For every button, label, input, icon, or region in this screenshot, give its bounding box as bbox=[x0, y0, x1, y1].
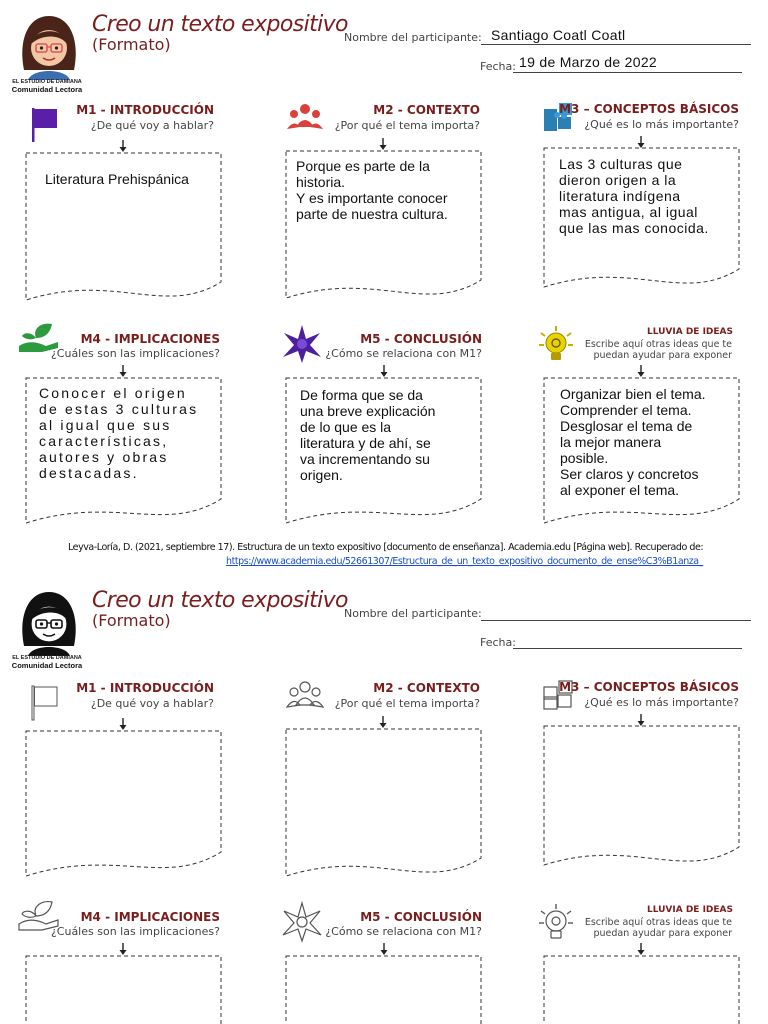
citation-link[interactable]: https://www.academia.edu/52661307/Estructura_de_un_texto_expositivo_documento_de_ense%C3%B1anza_ bbox=[226, 556, 703, 567]
m1-question: ¿De qué voy a hablar? bbox=[90, 697, 214, 710]
m3-title: M3 – CONCEPTOS BÁSICOS bbox=[559, 102, 739, 116]
m3-question: ¿Qué es lo más importante? bbox=[584, 696, 739, 709]
citation: Leyva-Loría, D. (2021, septiembre 17). Estructura de un texto expositivo [documento de enseñanza]. Academia.edu [Página web]. Recuperado de: bbox=[68, 542, 704, 553]
brand-subtitle: Comunidad Lectora bbox=[11, 661, 83, 670]
m4-question: ¿Cuáles son las implicaciones? bbox=[50, 347, 220, 360]
m5-question: ¿Cómo se relaciona con M1? bbox=[325, 925, 482, 938]
m1-arrow bbox=[119, 140, 127, 152]
m2-answer: Porque es parte de la historia. Y es importante conocer parte de nuestra cultura. bbox=[296, 158, 448, 222]
m5-answer-box[interactable] bbox=[285, 955, 483, 1024]
m1-question: ¿De qué voy a hablar? bbox=[90, 119, 214, 132]
m5-question: ¿Cómo se relaciona con M1? bbox=[325, 347, 482, 360]
m4-question: ¿Cuáles son las implicaciones? bbox=[50, 925, 220, 938]
brand-name: EL ESTUDIO DE DAMIANA bbox=[12, 79, 82, 85]
m6-answer: Organizar bien el tema. Comprender el tema. Desglosar el tema de la mejor manera posible. Ser claros y concretos al exponer el tema. bbox=[560, 386, 706, 498]
date-field[interactable] bbox=[513, 634, 742, 649]
m4-arrow bbox=[119, 943, 127, 955]
m3-title: M3 – CONCEPTOS BÁSICOS bbox=[559, 680, 739, 694]
m2-title: M2 - CONTEXTO bbox=[373, 681, 480, 695]
m2-answer-box[interactable] bbox=[285, 150, 483, 305]
name-label: Nombre del participante: bbox=[344, 31, 482, 44]
m5-arrow bbox=[380, 365, 388, 377]
name-field[interactable] bbox=[481, 606, 751, 621]
m3-question: ¿Qué es lo más importante? bbox=[584, 118, 739, 131]
m5-answer: De forma que se da una breve explicación de lo que es la literatura y de ahí, se va incrementando su origen. bbox=[300, 387, 436, 483]
page-title: Creo un texto expositivo bbox=[92, 588, 348, 613]
flag-icon bbox=[30, 106, 60, 144]
m5-arrow bbox=[380, 943, 388, 955]
lightbulb-icon bbox=[538, 903, 574, 941]
m3-answer: Las 3 culturas que dieron origen a la literatura indígena mas antigua, al igual que las mas conocida. bbox=[559, 156, 709, 236]
m6-answer-box[interactable] bbox=[543, 377, 741, 532]
page-subtitle: (Formato) bbox=[92, 611, 171, 630]
brand-subtitle: Comunidad Lectora bbox=[11, 85, 83, 94]
m1-title: M1 - INTRODUCCIÓN bbox=[76, 681, 214, 695]
m1-arrow bbox=[119, 718, 127, 730]
star-burst-icon bbox=[281, 901, 323, 943]
m6-answer-box[interactable] bbox=[543, 955, 741, 1024]
m2-question: ¿Por qué el tema importa? bbox=[334, 697, 480, 710]
worksheet-blank bbox=[0, 578, 768, 1024]
m2-arrow bbox=[379, 138, 387, 150]
m2-answer-box[interactable] bbox=[285, 728, 483, 883]
date-label: Fecha: bbox=[480, 60, 516, 73]
m5-title: M5 - CONCLUSIÓN bbox=[360, 332, 482, 346]
star-burst-icon bbox=[281, 323, 323, 365]
m3-answer-box[interactable] bbox=[543, 147, 741, 302]
date-label: Fecha: bbox=[480, 636, 516, 649]
people-icon bbox=[286, 679, 324, 711]
m1-answer: Literatura Prehispánica bbox=[45, 171, 189, 187]
m4-arrow bbox=[119, 365, 127, 377]
m5-title: M5 - CONCLUSIÓN bbox=[360, 910, 482, 924]
date-field[interactable]: 19 de Marzo de 2022 bbox=[519, 54, 658, 70]
m6-arrow bbox=[637, 943, 645, 955]
m6-arrow bbox=[637, 365, 645, 377]
page-title: Creo un texto expositivo bbox=[92, 12, 348, 37]
m6-title: LLUVIA DE IDEAS bbox=[646, 905, 733, 915]
brand-name: EL ESTUDIO DE DAMIANA bbox=[12, 655, 82, 661]
name-field[interactable]: Santiago Coatl Coatl bbox=[491, 27, 626, 43]
m4-title: M4 - IMPLICACIONES bbox=[80, 910, 220, 924]
m2-title: M2 - CONTEXTO bbox=[373, 103, 480, 117]
m6-title: LLUVIA DE IDEAS bbox=[646, 327, 733, 337]
m6-question: Escribe aquí otras ideas que te puedan ayudar para exponer bbox=[584, 917, 732, 939]
m3-answer-box[interactable] bbox=[543, 725, 741, 880]
m1-answer-box[interactable] bbox=[25, 152, 223, 307]
m2-question: ¿Por qué el tema importa? bbox=[334, 119, 480, 132]
page-subtitle: (Formato) bbox=[92, 35, 171, 54]
m4-answer-box[interactable] bbox=[25, 955, 223, 1024]
people-icon bbox=[286, 101, 324, 133]
name-label: Nombre del participante: bbox=[344, 607, 482, 620]
m1-answer-box[interactable] bbox=[25, 730, 223, 885]
m4-answer: Conocer el origen de estas 3 culturas al igual que sus características, autores y obras destacadas. bbox=[39, 385, 199, 481]
m6-question: Escribe aquí otras ideas que te puedan ayudar para exponer bbox=[584, 339, 732, 361]
flag-icon bbox=[30, 684, 60, 722]
m5-answer-box[interactable] bbox=[285, 377, 483, 532]
lightbulb-icon bbox=[538, 325, 574, 363]
m2-arrow bbox=[379, 716, 387, 728]
m4-title: M4 - IMPLICACIONES bbox=[80, 332, 220, 346]
m1-title: M1 - INTRODUCCIÓN bbox=[76, 103, 214, 117]
m4-answer-box[interactable] bbox=[25, 377, 223, 532]
